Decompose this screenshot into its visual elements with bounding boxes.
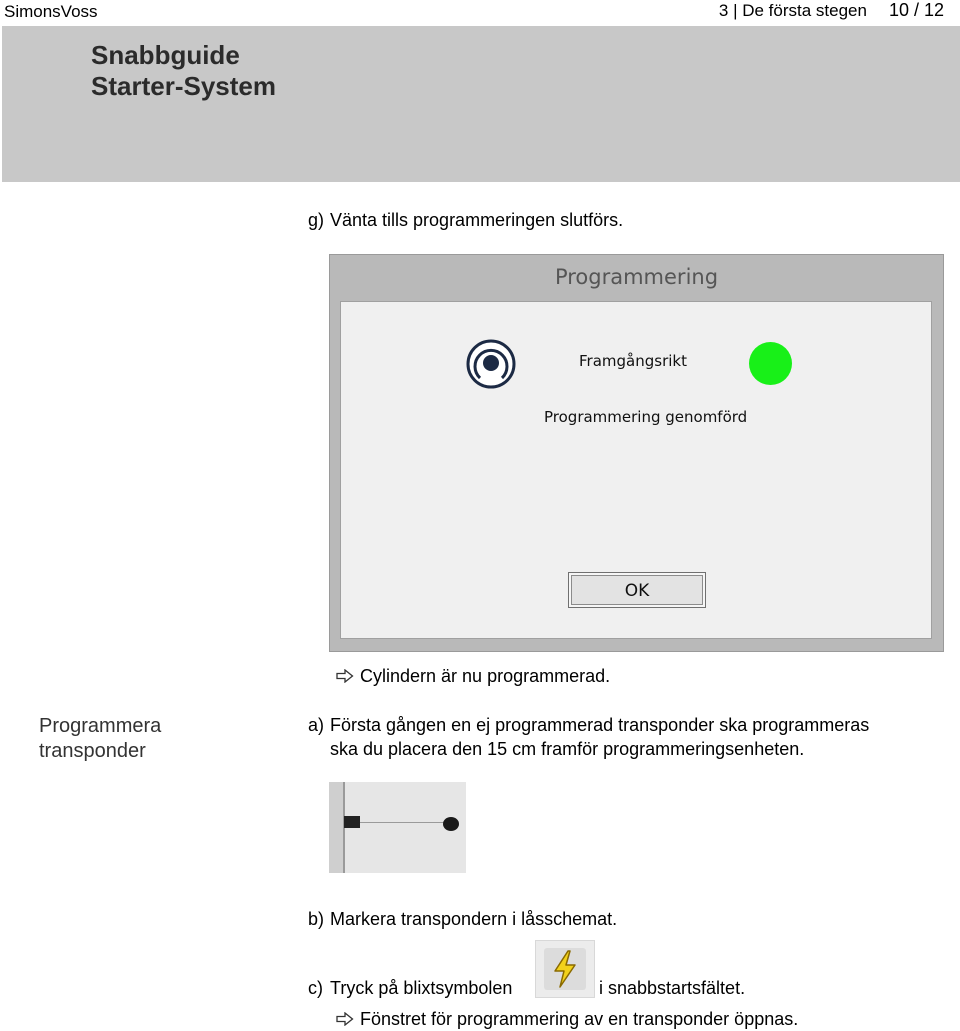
- section-title-line2: transponder: [39, 740, 146, 762]
- result-1-text: Cylindern är nu programmerad.: [360, 666, 611, 686]
- title-banner: [2, 26, 960, 182]
- status-label: Framgångsrikt: [579, 352, 687, 370]
- lightning-bolt-glyph: [548, 949, 582, 989]
- document-title: [91, 40, 276, 102]
- result-cylinder-programmed: [336, 664, 610, 688]
- step-c-after: [599, 976, 745, 1000]
- step-g-text: Vänta tills programmeringen slutförs.: [330, 210, 624, 230]
- step-g: [308, 208, 623, 232]
- result-arrow-icon: [336, 669, 354, 683]
- lightning-bolt-icon: [535, 940, 595, 998]
- programming-device: [329, 782, 345, 873]
- section-title: [39, 714, 161, 764]
- step-c-label: c): [308, 978, 323, 998]
- dialog-title: Programmering: [554, 265, 719, 289]
- transponder-fob: [443, 817, 459, 831]
- section-title-line1: Programmera: [39, 715, 162, 737]
- step-a-line2: ska du placera den 15 cm framför programmeringsenheten.: [330, 739, 805, 759]
- brand-name: SimonsVoss: [4, 2, 98, 21]
- transponder-icon: [466, 339, 516, 389]
- step-a-line1: Första gången en ej programmerad transponder ska programmeras: [330, 715, 870, 735]
- distance-line: [360, 822, 444, 823]
- step-c-text-after: i snabbstartsfältet.: [599, 978, 746, 998]
- dialog-body: [340, 301, 932, 639]
- document-title-line1: Snabbguide: [91, 40, 240, 70]
- device-connector: [344, 816, 360, 828]
- step-a: [308, 713, 869, 737]
- step-c: [308, 976, 512, 1000]
- document-title-line2: Starter-System: [91, 71, 276, 101]
- result-2-text: Fönstret för programmering av en transponder öppnas.: [360, 1009, 799, 1029]
- page-number: 10 / 12: [888, 0, 944, 20]
- dialog-message: Programmering genomförd: [544, 408, 748, 426]
- result-window-opens: [336, 1007, 798, 1031]
- page-header: [719, 0, 944, 21]
- step-a-continued: [330, 737, 804, 761]
- step-a-label: a): [308, 715, 325, 735]
- transponder-distance-photo: [329, 782, 466, 873]
- step-g-label: g): [308, 210, 325, 230]
- step-b-label: b): [308, 909, 325, 929]
- step-c-text-before: Tryck på blixtsymbolen: [330, 978, 513, 998]
- programming-dialog-screenshot: [329, 254, 944, 652]
- chapter-label: 3 | De första stegen: [718, 1, 867, 20]
- step-b-text: Markera transpondern i låsschemat.: [330, 909, 618, 929]
- result-arrow-icon: [336, 1012, 354, 1026]
- ok-button[interactable]: OK: [568, 572, 706, 608]
- step-b: [308, 907, 617, 931]
- status-indicator: [749, 342, 792, 385]
